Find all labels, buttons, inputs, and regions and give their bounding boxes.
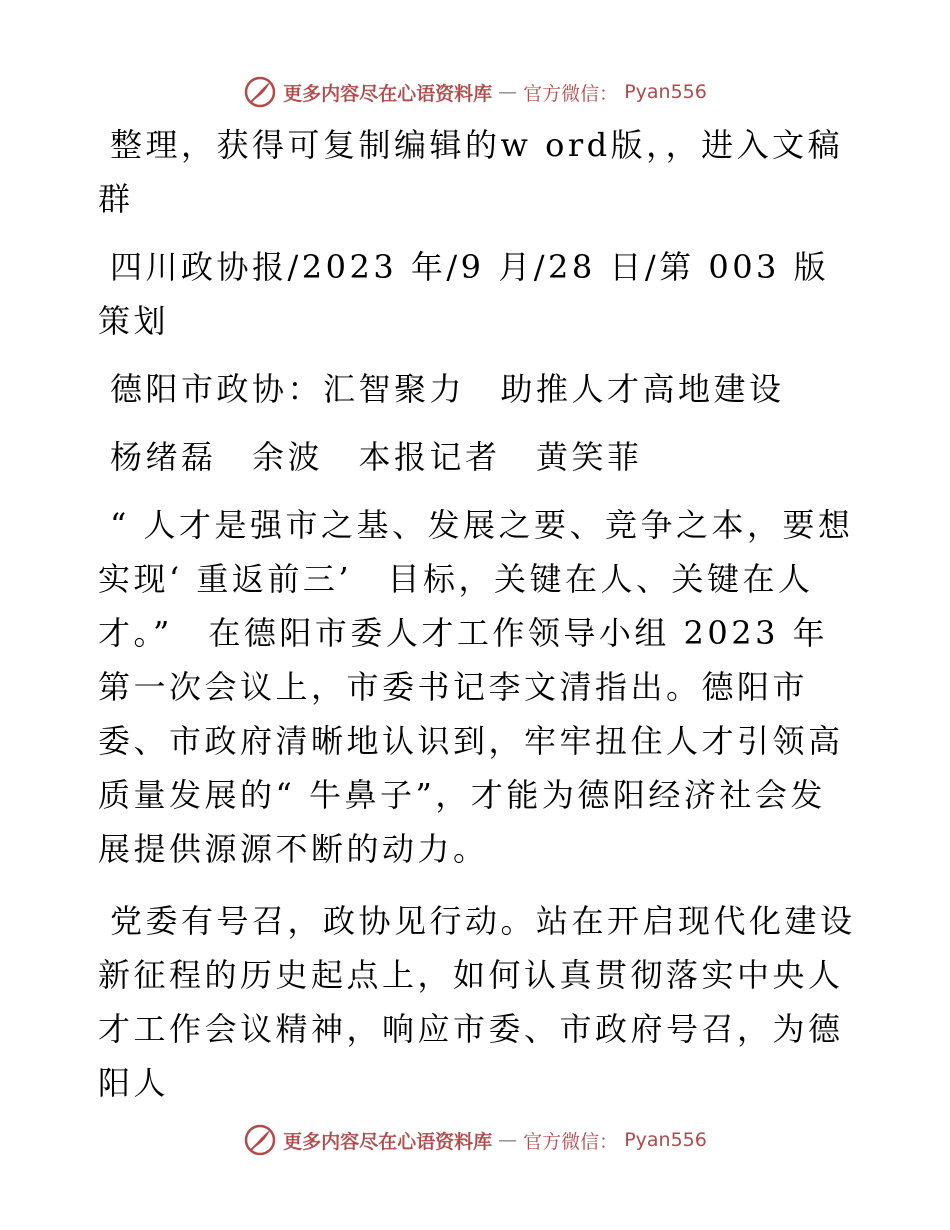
feather-pen-logo-icon [243, 1123, 277, 1157]
banner-wechat-id: Pyan556 [624, 81, 707, 103]
banner-wechat-label: 官方微信： [523, 82, 619, 105]
source-line: 四川政协报/2023 年/9 月/28 日/第 003 版策划 [98, 248, 830, 340]
header-banner [0, 72, 950, 112]
banner-main-text: 更多内容尽在心语资料库 [283, 82, 493, 105]
footer-banner [0, 1120, 950, 1160]
paragraph-1: “ 人才是强市之基、发展之要、竞争之本，要想实现‘ 重返前三’ 目标，关键在人、关键在人才。” 在德阳市委人才工作领导小组 2023 年第一次会议上，市委书记李文清指出。德阳市委、市政府清晰地认识到，牢牢扭住人才引领高质量发展的“ 牛鼻子”，才能为德阳经济社会发展提供源源不断的动力。 [98, 506, 854, 868]
footer-separator: — [498, 1129, 518, 1151]
feather-pen-logo-icon [243, 75, 277, 109]
intro-note: 整理，获得可复制编辑的w ord版，，进入文稿群 [98, 126, 844, 218]
article-body [98, 118, 858, 1128]
footer-wechat-id: Pyan556 [624, 1129, 707, 1151]
article-headline: 德阳市政协：汇智聚力 助推人才高地建设 [110, 370, 785, 408]
paragraph-2: 党委有号召，政协见行动。站在开启现代化建设新征程的历史起点上，如何认真贯彻落实中央人才工作会议精神，响应市委、市政府号召，为德阳人 [98, 902, 856, 1102]
article-authors: 杨绪磊 余波 本报记者 黄笑菲 [110, 438, 643, 476]
footer-wechat-label: 官方微信： [523, 1130, 619, 1153]
footer-main-text: 更多内容尽在心语资料库 [283, 1130, 493, 1153]
banner-separator: — [498, 81, 518, 103]
